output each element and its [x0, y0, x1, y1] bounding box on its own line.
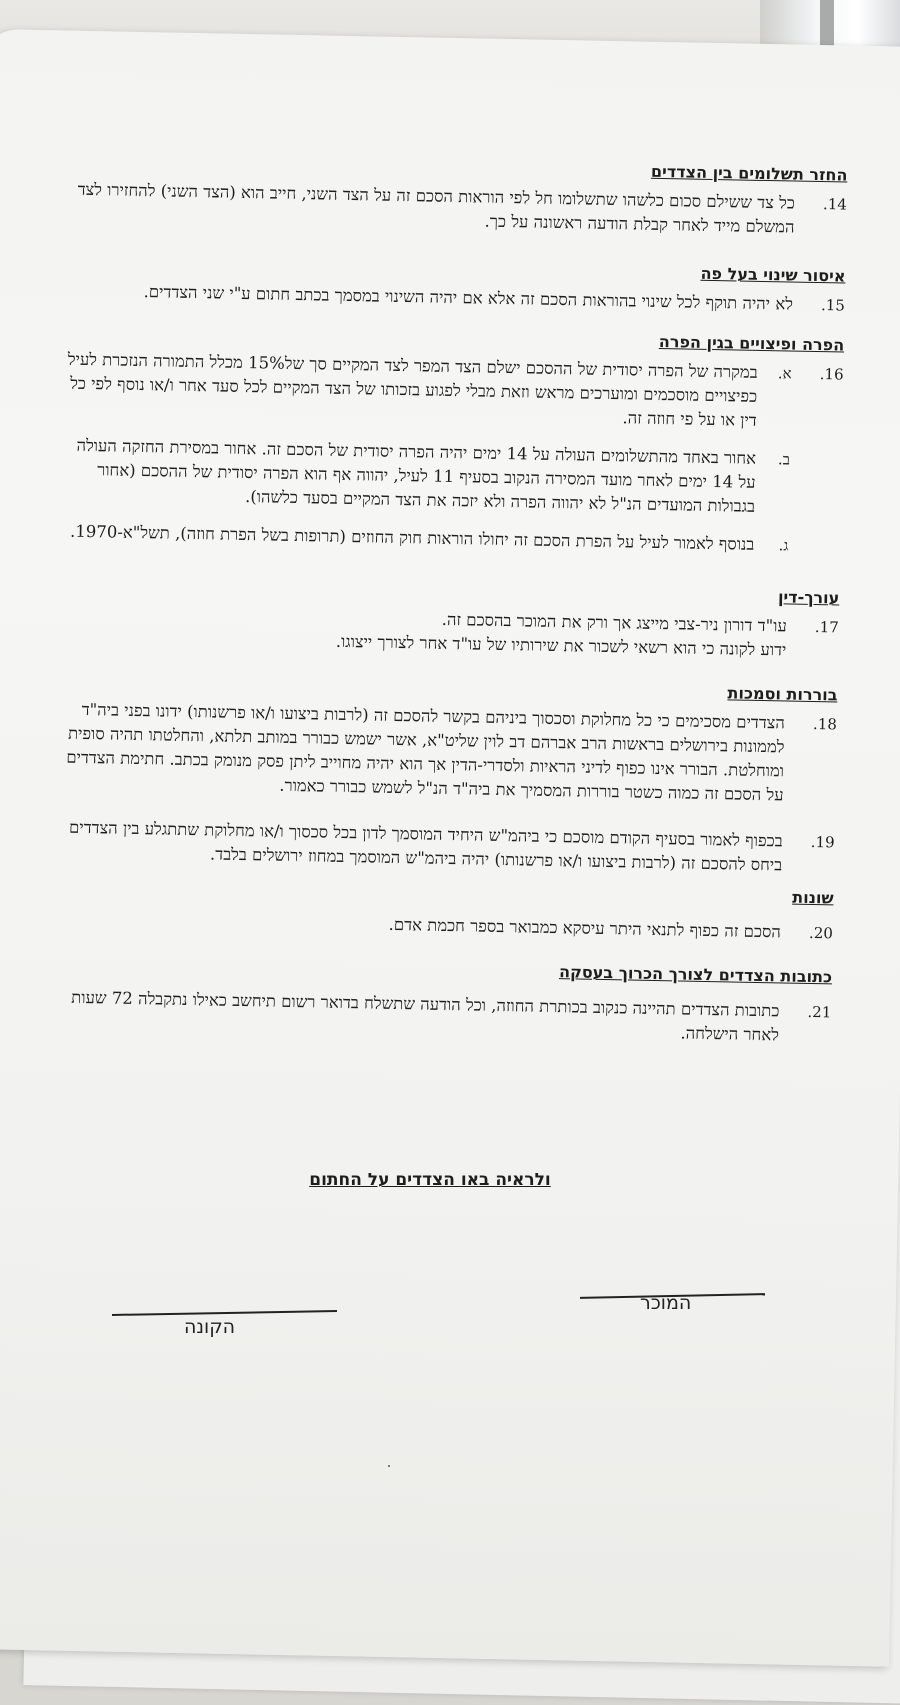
- contract-content: [51, 151, 848, 1065]
- clause-line: ידוע לקונה כי הוא רשאי לשכור את שירותיו של עו"ד אחר לצורך ייצוגו.: [335, 631, 787, 660]
- clause-18: [55, 697, 837, 808]
- section-heading-refunds: החזר תשלומים בין הצדדים: [650, 161, 848, 185]
- subclause-letter: א.: [777, 364, 792, 383]
- seller-label: המוכר: [640, 1292, 692, 1314]
- clause-14: [66, 178, 847, 241]
- subclause-c: [60, 520, 788, 558]
- buyer-label: הקונה: [184, 1316, 236, 1338]
- clause-number: 17.: [814, 618, 839, 637]
- clause-number: 16.: [819, 365, 844, 384]
- subclause-b: [61, 434, 790, 520]
- clause-body: [58, 601, 787, 663]
- subclause-text: אחור באחד מהתשלומים העולה על 14 ימים יהיה הפרה יסודית של הסכם זה. אחור במסירת החזקה העולה על 14 ימים לאחר מועד המסירה הנקוב בסעיף 11 לעיל, יהווה אף הוא הפרה יסודית של ההסכם (אחור בגבולות המועדים הנ"ל לא יהווה הפרה ולא יזכה את הצד המקיים בסעד כלשהו).: [76, 435, 757, 516]
- page-speck: [388, 1465, 390, 1467]
- signatures-title: ולראיה באו הצדדים על החתום: [309, 1170, 551, 1190]
- clause-number: 18.: [812, 715, 838, 734]
- clause-text: הצדדים מסכימים כי כל מחלוקת וסכסוך ביניהם בקשר להסכם זה (לרבות ביצועו ו/או פרשנותו) ידונו בפני ביה"ד לממונות בירושלים בראשות הרב אברהם דב לוין שליט"א, אשר ישמש כבורר במותב תלתא, והחלטתו תהיה סופית ומוחלטת. הבורר אינו כפוף לדיני הראיות ולסדרי-הדין אך הוא יהיה מחוייב ליתן פסק מנומק בכתב. חתימת הצדדים על הסכם זה כמוה כשטר בוררות המסמיך את ביה"ד הנ"ל לשמש כבורר כאמור.: [66, 699, 786, 805]
- subclause-a: [63, 348, 792, 434]
- subclause-letter: ב.: [777, 450, 791, 469]
- clause-number: 14.: [822, 195, 848, 214]
- contract-page: [0, 29, 900, 1667]
- clause-number: 20.: [808, 923, 834, 943]
- clause-number: 19.: [810, 832, 835, 852]
- clause-text: כתובות הצדדים תהיינה כנקוב בכותרת החוזה, וכל הודעה שתשלח בדואר רשום תיחשב כאילו נתקבלה 72 שעות לאחר הישלחה.: [71, 987, 780, 1045]
- clause-19: [54, 815, 835, 878]
- subclause-text: במקרה של הפרה יסודית של ההסכם ישלם הצד המפר לצד המקיים סך של15% מכלל התמורה הנזכרת לעיל כפיצויים מוסכמים ומוערכים מראש וזאת מבלי לפגוע בזכותו של הצד המקיים לכל סעד אחר ו/או נוסף לפי כל דין או על פי חוזה זה.: [67, 349, 758, 430]
- section-heading-addresses: כתובות הצדדים לצורך הכרוך בעסקה: [558, 962, 833, 987]
- subclause-text: בנוסף לאמור לעיל על הפרת הסכם זה יחולו הוראות חוק החוזים (תרופות בשל הפרת חוזה), תשל"א-1970.: [69, 521, 755, 554]
- section-heading-misc: שונות: [792, 887, 834, 908]
- section-heading-arbitration: בוררות וסמכות: [727, 683, 838, 705]
- clause-text: הסכם זה כפוף לתנאי היתר עיסקא כמבואר בספר חכמת אדם.: [388, 914, 782, 942]
- clause-body: [60, 348, 792, 572]
- subclause-letter: ג.: [778, 536, 789, 555]
- clause-number: 21.: [807, 1002, 832, 1022]
- clause-17: [58, 601, 839, 664]
- clause-20: [53, 906, 833, 945]
- section-heading-breach: הפרה ופיצויים בגין הפרה: [658, 331, 845, 355]
- clause-15: [65, 279, 845, 318]
- clause-text: לא יהיה תוקף לכל שינוי בהוראות הסכם זה אלא אם יהיה השינוי במסמך בכתב חתום ע"י שני הצדדים.: [143, 282, 794, 314]
- section-heading-no-oral-changes: איסור שינוי בעל פה: [700, 263, 846, 286]
- clause-line: עו"ד דורון ניר-צבי מייצג אך ורק את המוכר בהסכם זה.: [441, 609, 787, 636]
- clause-text: בכפוף לאמור בסעיף הקודם מוסכם כי ביהמ"ש היחיד המוסמך לדון בכל סכסוך ו/או מחלוקת שתתגלע בין הצדדים ביחס להסכם זה (לרבות ביצועו ו/או פרשנותו) יהיה ביהמ"ש המוסמך במחוז ירושלים בלבד.: [68, 817, 783, 875]
- section-heading-lawyer: עורך-דין: [777, 587, 840, 608]
- clause-text: כל צד ששילם סכום כלשהו שתשלומו חל לפי הוראות הסכם זה על הצד השני, חייב הוא (הצד השני) להחזירו לצד המשלם מייד לאחר קבלת הודעה ראשונה על כך.: [77, 179, 796, 237]
- clause-21: [51, 985, 832, 1048]
- clause-16: [60, 348, 844, 573]
- clause-number: 15.: [820, 296, 846, 315]
